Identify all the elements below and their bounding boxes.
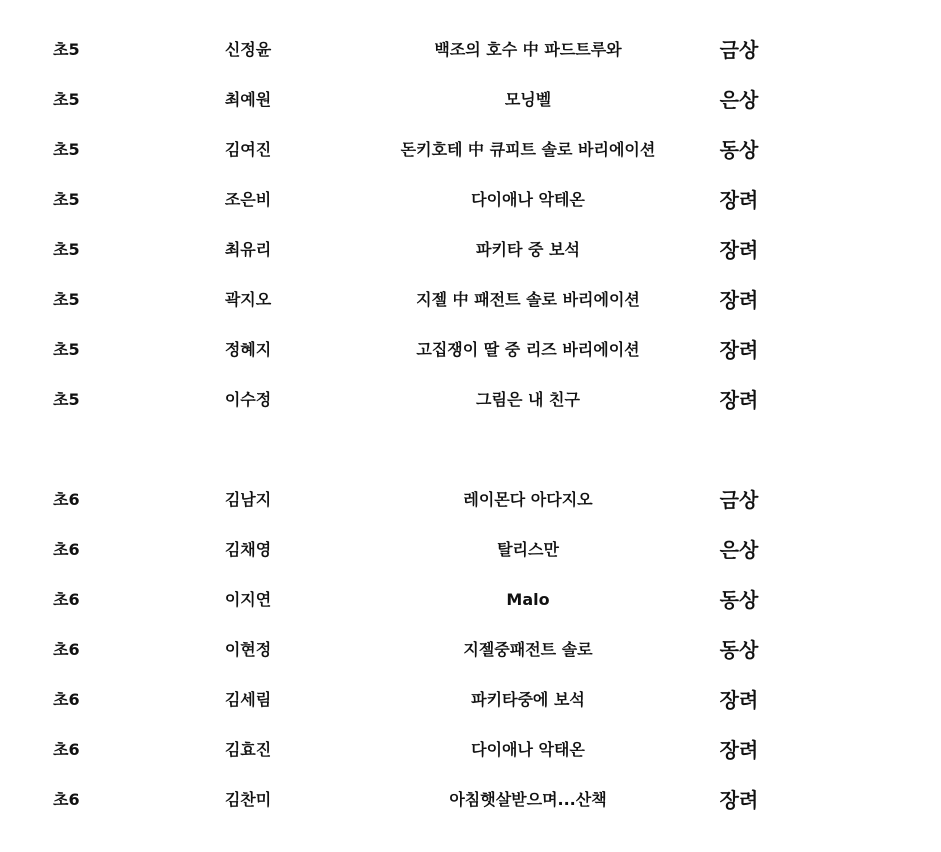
result-row — [0, 525, 941, 575]
award-label: 은상 — [719, 538, 759, 562]
participant-name: 이수정 — [224, 390, 272, 409]
award-label: 동상 — [719, 138, 759, 162]
grade-5-group — [0, 25, 941, 425]
participant-name: 김찬미 — [224, 790, 272, 809]
piece-title: 지젤 中 패전트 솔로 바리에이션 — [416, 290, 640, 309]
piece-title: 지젤중패전트 솔로 — [463, 640, 593, 659]
award-label: 동상 — [719, 638, 759, 662]
award-label: 장려 — [719, 338, 759, 362]
result-row — [0, 725, 941, 775]
grade-label: 초5 — [53, 190, 80, 209]
participant-name: 최예원 — [224, 90, 272, 109]
award-label: 장려 — [719, 188, 759, 212]
result-row — [0, 275, 941, 325]
result-row — [0, 125, 941, 175]
piece-title: 백조의 호수 中 파드트루와 — [434, 40, 622, 59]
grade-label: 초5 — [53, 240, 80, 259]
participant-name: 이지연 — [224, 590, 272, 609]
participant-name: 정혜지 — [224, 340, 272, 359]
award-label: 장려 — [719, 688, 759, 712]
award-label: 장려 — [719, 738, 759, 762]
piece-title: 다이애나 악태온 — [471, 740, 585, 759]
grade-label: 초5 — [53, 340, 80, 359]
result-row — [0, 575, 941, 625]
grade-label: 초5 — [53, 140, 80, 159]
participant-name: 신정윤 — [224, 40, 272, 59]
grade-label: 초6 — [53, 540, 80, 559]
piece-title: 다이애나 악테온 — [471, 190, 585, 209]
piece-title: 레이몬다 아다지오 — [463, 490, 593, 509]
result-row — [0, 775, 941, 825]
piece-title: 탈리스만 — [497, 540, 559, 559]
participant-name: 김채영 — [224, 540, 272, 559]
award-label: 금상 — [719, 488, 759, 512]
grade-label: 초6 — [53, 640, 80, 659]
result-row — [0, 625, 941, 675]
piece-title: 모닝벨 — [504, 90, 552, 109]
result-row — [0, 225, 941, 275]
award-label: 장려 — [719, 388, 759, 412]
grade-label: 초6 — [53, 490, 80, 509]
piece-title: 아침햇살받으며...산책 — [449, 790, 607, 809]
grade-6-group — [0, 475, 941, 825]
award-label: 동상 — [719, 588, 759, 612]
result-row — [0, 75, 941, 125]
piece-title: 고집쟁이 딸 중 리즈 바리에이션 — [416, 340, 640, 359]
award-label: 은상 — [719, 88, 759, 112]
participant-name: 김세림 — [224, 690, 272, 709]
grade-label: 초6 — [53, 690, 80, 709]
grade-label: 초5 — [53, 290, 80, 309]
grade-label: 초6 — [53, 740, 80, 759]
award-label: 장려 — [719, 288, 759, 312]
grade-label: 초5 — [53, 90, 80, 109]
participant-name: 최유리 — [224, 240, 272, 259]
grade-label: 초5 — [53, 390, 80, 409]
participant-name: 김여진 — [224, 140, 272, 159]
result-row — [0, 375, 941, 425]
participant-name: 이현정 — [224, 640, 272, 659]
result-row — [0, 175, 941, 225]
grade-label: 초6 — [53, 790, 80, 809]
piece-title: 돈키호테 中 큐피트 솔로 바리에이션 — [400, 140, 656, 159]
grade-label: 초6 — [53, 590, 80, 609]
result-row — [0, 25, 941, 75]
result-row — [0, 675, 941, 725]
award-label: 장려 — [719, 238, 759, 262]
grade-label: 초5 — [53, 40, 80, 59]
participant-name: 조은비 — [224, 190, 272, 209]
result-row — [0, 325, 941, 375]
result-row — [0, 475, 941, 525]
award-label: 장려 — [719, 788, 759, 812]
piece-title: 파키타중에 보석 — [471, 690, 585, 709]
piece-title: 파키타 중 보석 — [476, 240, 580, 259]
participant-name: 김남지 — [224, 490, 272, 509]
piece-title: 그림은 내 친구 — [476, 390, 580, 409]
participant-name: 곽지오 — [224, 290, 272, 309]
piece-title: Malo — [506, 590, 550, 609]
participant-name: 김효진 — [224, 740, 272, 759]
award-label: 금상 — [719, 38, 759, 62]
